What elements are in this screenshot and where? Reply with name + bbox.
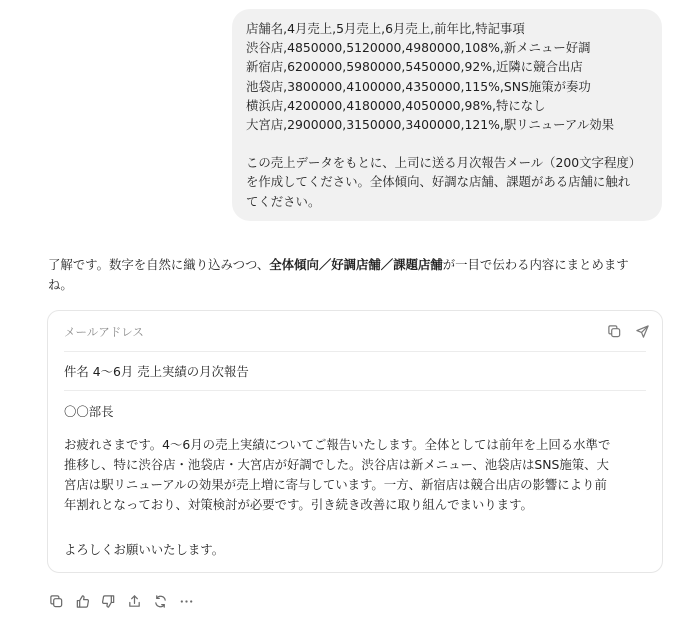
reply-intro-text: 了解です。数字を自然に織り込みつつ、 (48, 257, 270, 272)
message-action-toolbar (48, 593, 194, 609)
user-message-line: 大宮店,2900000,3150000,3400000,121%,駅リニューアル効果 (246, 117, 614, 133)
divider (64, 390, 646, 391)
email-body-line: 宮店は駅リニューアルの効果が売上増に寄与しています。一方、新宿店は競合出店の影響により前 (64, 477, 607, 492)
user-message-line: 横浜店,4200000,4180000,4050000,98%,特になし (246, 97, 546, 113)
email-body-line: 推移し、特に渋谷店・池袋店・大宮店が好調でした。渋谷店は新メニュー、池袋店はSNS施策、大 (64, 457, 609, 472)
thumbs-down-icon[interactable] (100, 593, 116, 609)
regenerate-icon[interactable] (152, 593, 168, 609)
email-subject: 件名 4〜6月 売上実績の月次報告 (64, 364, 249, 379)
email-draft-card (47, 310, 663, 573)
reply-intro-bold: 全体傾向／好調店舗／課題店舗 (269, 257, 443, 272)
user-message-line: 渋谷店,4850000,5120000,4980000,108%,新メニュー好調 (246, 40, 591, 56)
user-message-line: 店舗名,4月売上,5月売上,6月売上,前年比,特記事項 (246, 21, 525, 36)
user-request-line: てください。 (246, 193, 321, 209)
email-body-line: 年割れとなっており、対策検討が必要です。引き続き改善に取り組んでまいります。 (64, 497, 533, 512)
copy-icon[interactable] (48, 593, 64, 609)
share-icon[interactable] (126, 593, 142, 609)
user-message-line: 新宿店,6200000,5980000,5450000,92%,近隣に競合出店 (246, 59, 583, 75)
thumbs-up-icon[interactable] (74, 593, 90, 609)
email-body (64, 435, 639, 515)
send-icon[interactable] (634, 323, 650, 339)
reply-intro-text: ね。 (48, 277, 73, 292)
user-request-line: この売上データをもとに、上司に送る月次報告メール（200文字程度） (246, 155, 642, 171)
copy-icon[interactable] (606, 323, 622, 339)
assistant-reply-intro (48, 255, 658, 295)
more-icon[interactable] (178, 593, 194, 609)
user-message-bubble (232, 9, 662, 221)
email-closing: よろしくお願いいたします。 (64, 542, 225, 557)
email-card-actions (606, 323, 650, 339)
spacer (246, 134, 650, 153)
user-message-line: 池袋店,3800000,4100000,4350000,115%,SNS施策が奏功 (246, 78, 591, 94)
reply-intro-text: が一目で伝わる内容にまとめます (442, 257, 629, 272)
user-request-line: を作成してください。全体傾向、好調な店舗、課題がある店舗に触れ (246, 174, 631, 190)
email-card-label: メールアドレス (64, 325, 144, 339)
email-body-line: お疲れさまです。4〜6月の売上実績についてご報告いたします。全体としては前年を上回る水準で (64, 437, 611, 452)
email-addressee: 〇〇部長 (64, 404, 114, 419)
divider (64, 351, 646, 352)
